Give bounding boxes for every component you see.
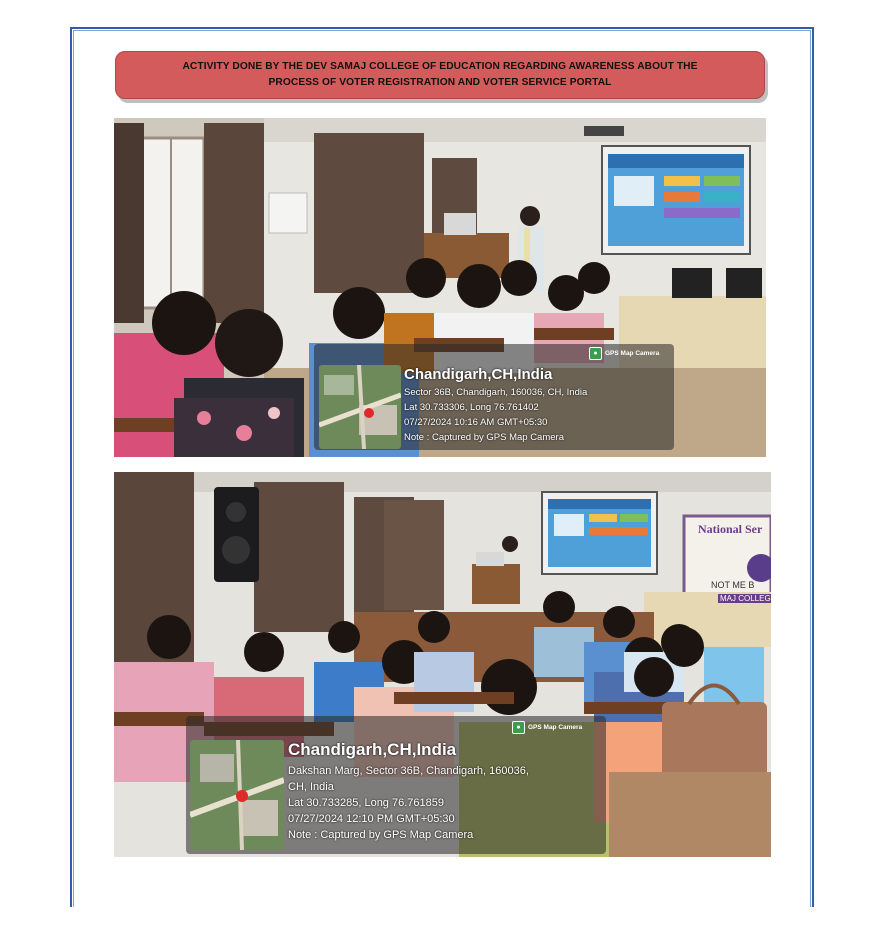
- location-coordinates: Lat 30.733285, Long 76.761859: [288, 797, 444, 809]
- photo-classroom-2: [114, 472, 771, 857]
- map-thumbnail: [319, 365, 401, 449]
- banner-line-2: PROCESS OF VOTER REGISTRATION AND VOTER SERVICE PORTAL: [268, 77, 612, 88]
- location-note: Note : Captured by GPS Map Camera: [404, 432, 564, 443]
- location-address-cont: CH, India: [288, 781, 334, 793]
- nss-sign-line-1: National Ser: [698, 522, 763, 536]
- badge-label: GPS Map Camera: [605, 350, 660, 357]
- banner-line-1: ACTIVITY DONE BY THE DEV SAMAJ COLLEGE OF EDUCATION REGARDING AWARENESS ABOUT THE: [182, 61, 698, 72]
- photo-classroom-1: [114, 118, 766, 457]
- nss-sign-line-2: NOT ME B: [711, 580, 755, 590]
- map-thumbnail: [190, 740, 284, 850]
- title-banner: [115, 51, 765, 99]
- location-title: Chandigarh,CH,India: [404, 366, 553, 383]
- nss-sign-text: [698, 522, 762, 537]
- location-address: Dakshan Marg, Sector 36B, Chandigarh, 160036,: [288, 765, 529, 777]
- gps-map-camera-badge: [589, 347, 659, 360]
- location-title: Chandigarh,CH,India: [288, 740, 457, 759]
- gps-camera-icon: ●: [589, 347, 602, 360]
- location-note: Note : Captured by GPS Map Camera: [288, 829, 474, 841]
- location-address: Sector 36B, Chandigarh, 160036, CH, India: [404, 387, 588, 398]
- gps-camera-icon: ●: [512, 721, 525, 734]
- badge-label: GPS Map Camera: [528, 724, 583, 731]
- location-timestamp: 07/27/2024 10:16 AM GMT+05:30: [404, 417, 548, 428]
- location-timestamp: 07/27/2024 12:10 PM GMT+05:30: [288, 813, 455, 825]
- location-coordinates: Lat 30.733306, Long 76.761402: [404, 402, 539, 413]
- gps-map-camera-badge: [512, 721, 582, 734]
- nss-sign-line-3: MAJ COLLEG: [720, 594, 771, 603]
